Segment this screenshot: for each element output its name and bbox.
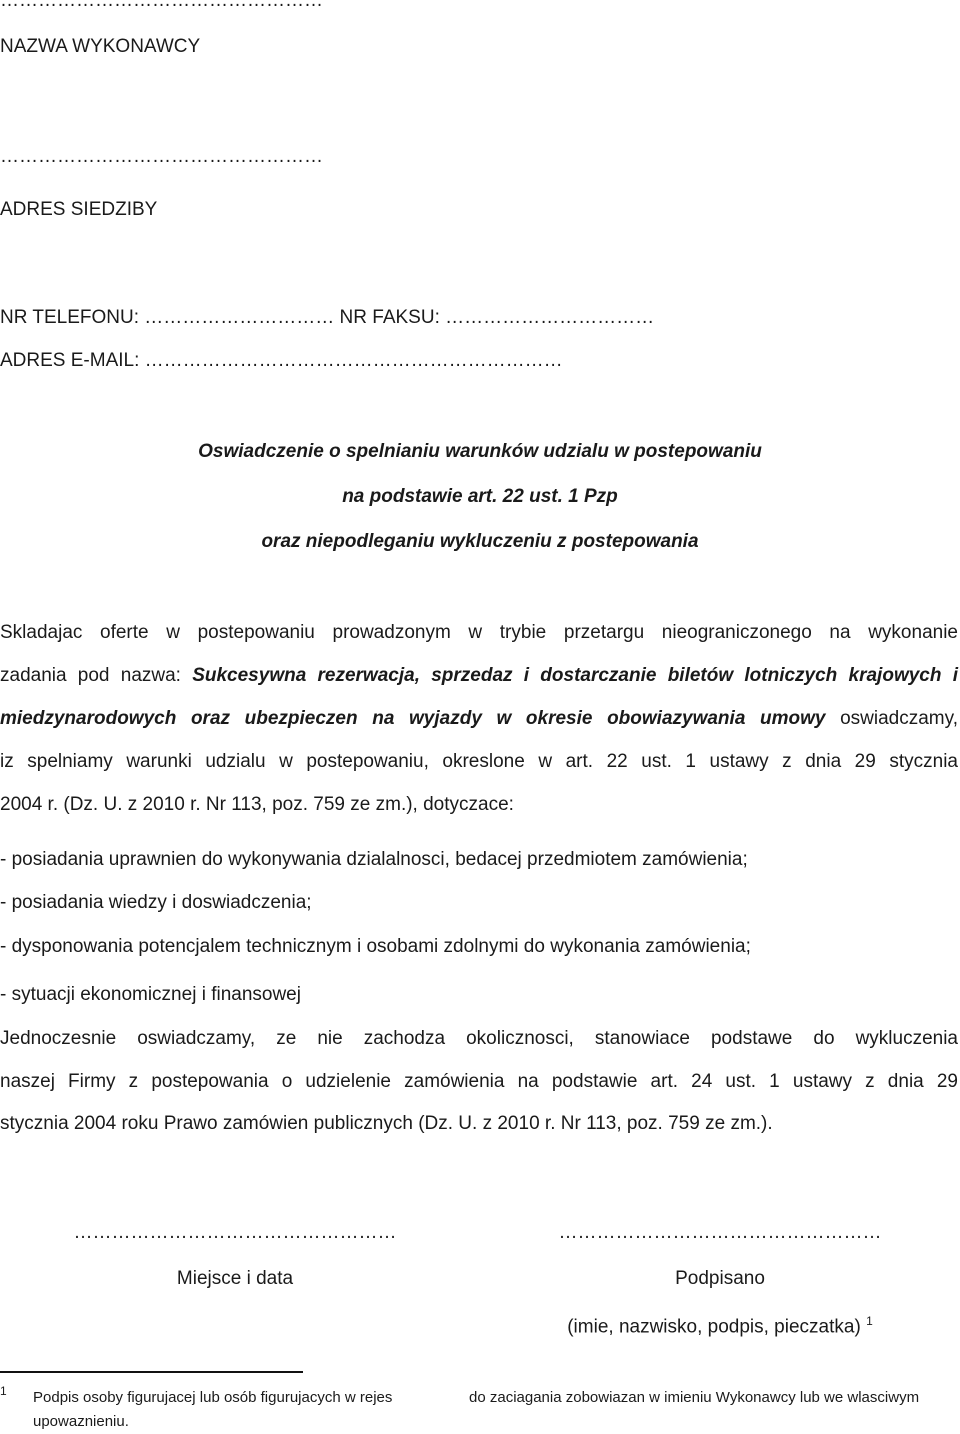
list-item: - sytuacji ekonomicznej i finansowej — [0, 984, 301, 1005]
dotted-line: …………………………………………… — [0, 146, 323, 167]
list-item: - posiadania uprawnien do wykonywania dzialalnosci, bedacej przedmiotem zamówienia; — [0, 849, 748, 870]
signature-dotted-line: …………………………………………… — [558, 1222, 882, 1243]
footnote-reference: 1 — [866, 1314, 873, 1328]
dotted-line: …………………………………………… — [0, 0, 323, 11]
phone-fax-label: NR TELEFONU: ………………………… NR FAKSU: …………………………… — [0, 307, 655, 328]
place-date-label: Miejsce i data — [176, 1268, 294, 1289]
paragraph-line: naszej Firmy z postepowania o udzielenie zamówienia na podstawie art. 24 ust. 1 ustawy z dnia 29 — [0, 1071, 958, 1092]
contract-subject-continued: miedzynarodowych oraz ubezpieczen na wyjazdy w okresie obowiazywania umowy — [0, 708, 826, 729]
address-label: ADRES SIEDZIBY — [0, 199, 158, 220]
paragraph-line: stycznia 2004 roku Prawo zamówien publicznych (Dz. U. z 2010 r. Nr 113, poz. 759 ze zm.). — [0, 1113, 773, 1134]
signature-label: Podpisano — [675, 1268, 765, 1289]
footnote-text-line2: upowaznieniu. — [33, 1413, 129, 1430]
contractor-name-label: NAZWA WYKONAWCY — [0, 36, 201, 57]
email-label: ADRES E-MAIL: ………………………………………………………… — [0, 350, 563, 371]
place-date-dotted-line: …………………………………………… — [73, 1222, 397, 1243]
document-title-line2: na podstawie art. 22 ust. 1 Pzp — [342, 486, 618, 507]
paragraph-text: zadania pod nazwa: — [0, 665, 181, 686]
list-item: - dysponowania potencjalem technicznym i osobami zdolnymi do wykonania zamówienia; — [0, 936, 751, 957]
signature-sublabel-text: (imie, nazwisko, podpis, pieczatka) — [567, 1316, 861, 1338]
paragraph-line: 2004 r. (Dz. U. z 2010 r. Nr 113, poz. 759 ze zm.), dotyczace: — [0, 794, 514, 815]
paragraph-text: oswiadczamy, — [840, 708, 958, 729]
list-item: - posiadania wiedzy i doswiadczenia; — [0, 892, 312, 913]
document-title-line3: oraz niepodleganiu wykluczeniu z postepowania — [261, 531, 699, 552]
footnote-separator — [0, 1371, 303, 1373]
document-title: Oswiadczenie o spelnianiu warunków udzialu w postepowaniu — [198, 441, 762, 462]
paragraph-line: Skladajac oferte w postepowaniu prowadzonym w trybie przetargu nieograniczonego na wykonanie — [0, 622, 958, 643]
footnote-marker: 1 — [0, 1384, 7, 1398]
footnote-text-continued: do zaciagania zobowiazan w imieniu Wykonawcy lub we wlasciwym — [469, 1389, 920, 1406]
contract-subject: Sukcesywna rezerwacja, sprzedaz i dostarczanie biletów lotniczych krajowych i — [192, 665, 958, 686]
footnote-text: Podpis osoby figurujacej lub osób figurujacych w rejes — [33, 1389, 393, 1406]
paragraph-line: Jednoczesnie oswiadczamy, ze nie zachodza okolicznosci, stanowiace podstawe do wykluczenia — [0, 1028, 958, 1049]
signature-sublabel — [545, 1314, 895, 1338]
paragraph-line — [0, 665, 958, 687]
paragraph-line — [0, 708, 958, 730]
paragraph-line: iz spelniamy warunki udzialu w postepowaniu, okreslone w art. 22 ust. 1 ustawy z dnia 29 stycznia — [0, 751, 958, 772]
